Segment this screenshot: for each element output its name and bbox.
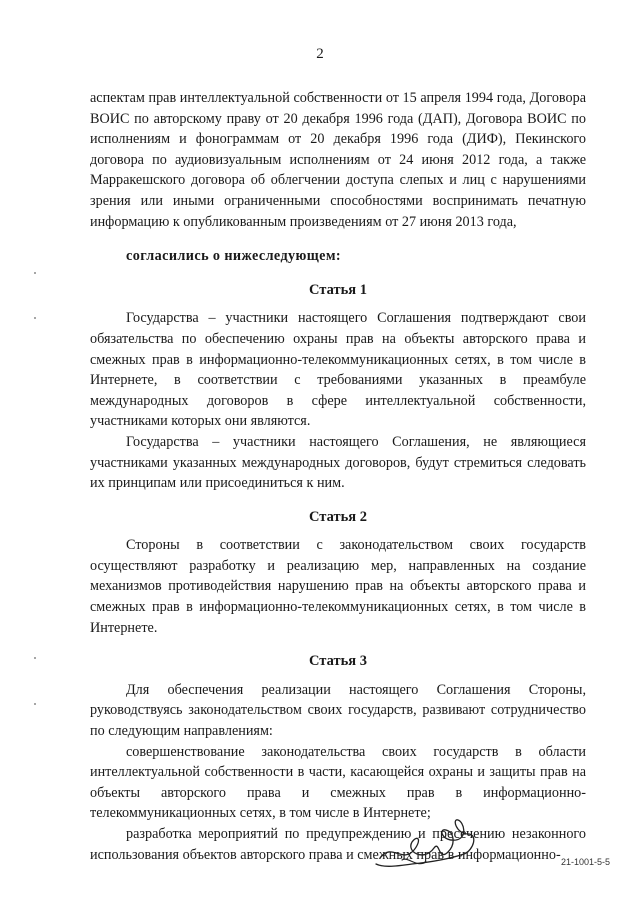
article-paragraph: Для обеспечения реализации настоящего Соглашения Стороны, руководствуясь законодательством своих государств, развивают сотрудничество по следующим направлениям:	[90, 681, 586, 740]
signature-icon	[372, 812, 502, 879]
agreed-clause: согласились о нижеследующем:	[126, 248, 342, 265]
article-3	[90, 651, 586, 865]
article-paragraph: Стороны в соответствии с законодательством своих государств осуществляют разработку и реализацию мер, направленных на создание механизмов противодействия нарушению прав на объекты авторского права и смежных прав в информационно-телекоммуникационных сетях, в том числе в Интернете.	[90, 537, 586, 636]
article-paragraph: Государства – участники настоящего Соглашения подтверждают свои обязательства по обеспечению охраны прав на объекты авторского права и смежных прав в информационно-телекоммуникационных сетях, в том числе в Интернете, в соответствии с требованиями указанных в преамбуле международных договоров в сфере интеллектуальной собственности, участниками которых они являются.	[90, 310, 586, 430]
article-2	[90, 507, 586, 639]
article-paragraph: Государства – участники настоящего Соглашения, не являющиеся участниками указанных международных договоров, будут стремиться следовать их принципам или присоединиться к ним.	[90, 433, 586, 492]
article-paragraph: разработка мероприятий по предупреждению и пресечению незаконного использования объектов авторского права и смежных прав в информационно-	[90, 826, 586, 863]
document-code: 21-1001-5-5	[560, 857, 610, 867]
intro-paragraph: аспектам прав интеллектуальной собственности от 15 апреля 1994 года, Договора ВОИС по авторскому праву от 20 декабря 1996 года (ДАП), Договора ВОИС по исполнениям и фонограммам от 20 декабря 1996 года (ДИФ), Пекинского договора по аудиовизуальным исполнениям от 24 июня 2012 года, а также Марракешского договора об облегчении доступа слепых и лиц с нарушениями зрения или иными ограниченными способностями воспринимать печатную информацию к опубликованным произведениям от 27 июня 2013 года,	[90, 90, 586, 230]
scan-mark	[34, 657, 36, 659]
article-title: Статья 1	[309, 281, 367, 298]
article-title: Статья 3	[309, 653, 367, 670]
article-1	[90, 280, 586, 494]
scan-mark	[34, 703, 36, 705]
scan-mark	[34, 317, 36, 319]
document-body	[90, 88, 586, 865]
article-paragraph: совершенствование законодательства своих государств в области интеллектуальной собственности в части, касающейся охраны и защиты прав на объекты авторского права и смежных прав в информационно-телекоммуникационных сетях, в том числе в Интернете;	[90, 743, 586, 822]
page-number: 2	[316, 46, 324, 62]
scan-mark	[34, 272, 36, 274]
article-title: Статья 2	[309, 508, 367, 525]
